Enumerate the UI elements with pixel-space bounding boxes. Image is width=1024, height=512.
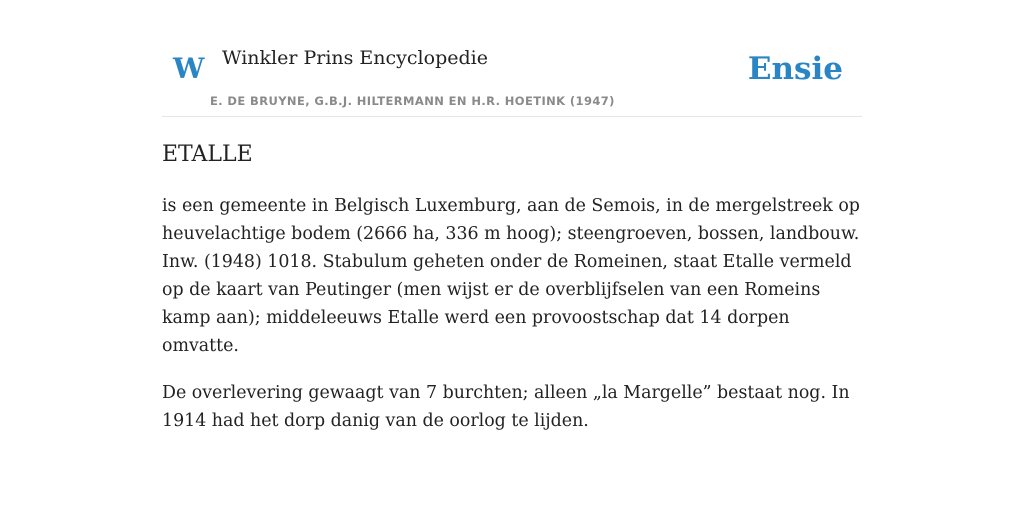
entry-body [162, 192, 868, 454]
entry-paragraph: is een gemeente in Belgisch Luxemburg, aan de Semois, in de mergelstreek op heuvelachtige bodem (2666 ha, 336 m hoog); steengroeven, bossen, landbouw. Inw. (1948) 1018. Stabulum geheten onder de Romeinen, staat Etalle vermeld op de kaart van Peutinger (men wijst er de overblijfselen van een Romeins kamp aan); middeleeuws Etalle werd een provoostschap dat 14 dorpen omvatte. [162, 196, 860, 356]
entry-paragraph: De overlevering gewaagt van 7 burchten; alleen „la Margelle” bestaat nog. In 1914 had het dorp danig van de oorlog te lijden. [162, 383, 850, 431]
source-header [162, 0, 862, 117]
entry-title: ETALLE [162, 142, 253, 167]
winkler-prins-logo-icon[interactable]: W [173, 52, 205, 85]
source-title[interactable]: Winkler Prins Encyclopedie [222, 47, 488, 69]
source-authors: E. DE BRUYNE, G.B.J. HILTERMANN EN H.R. HOETINK (1947) [210, 94, 615, 108]
ensie-logo[interactable]: Ensie [747, 51, 843, 87]
